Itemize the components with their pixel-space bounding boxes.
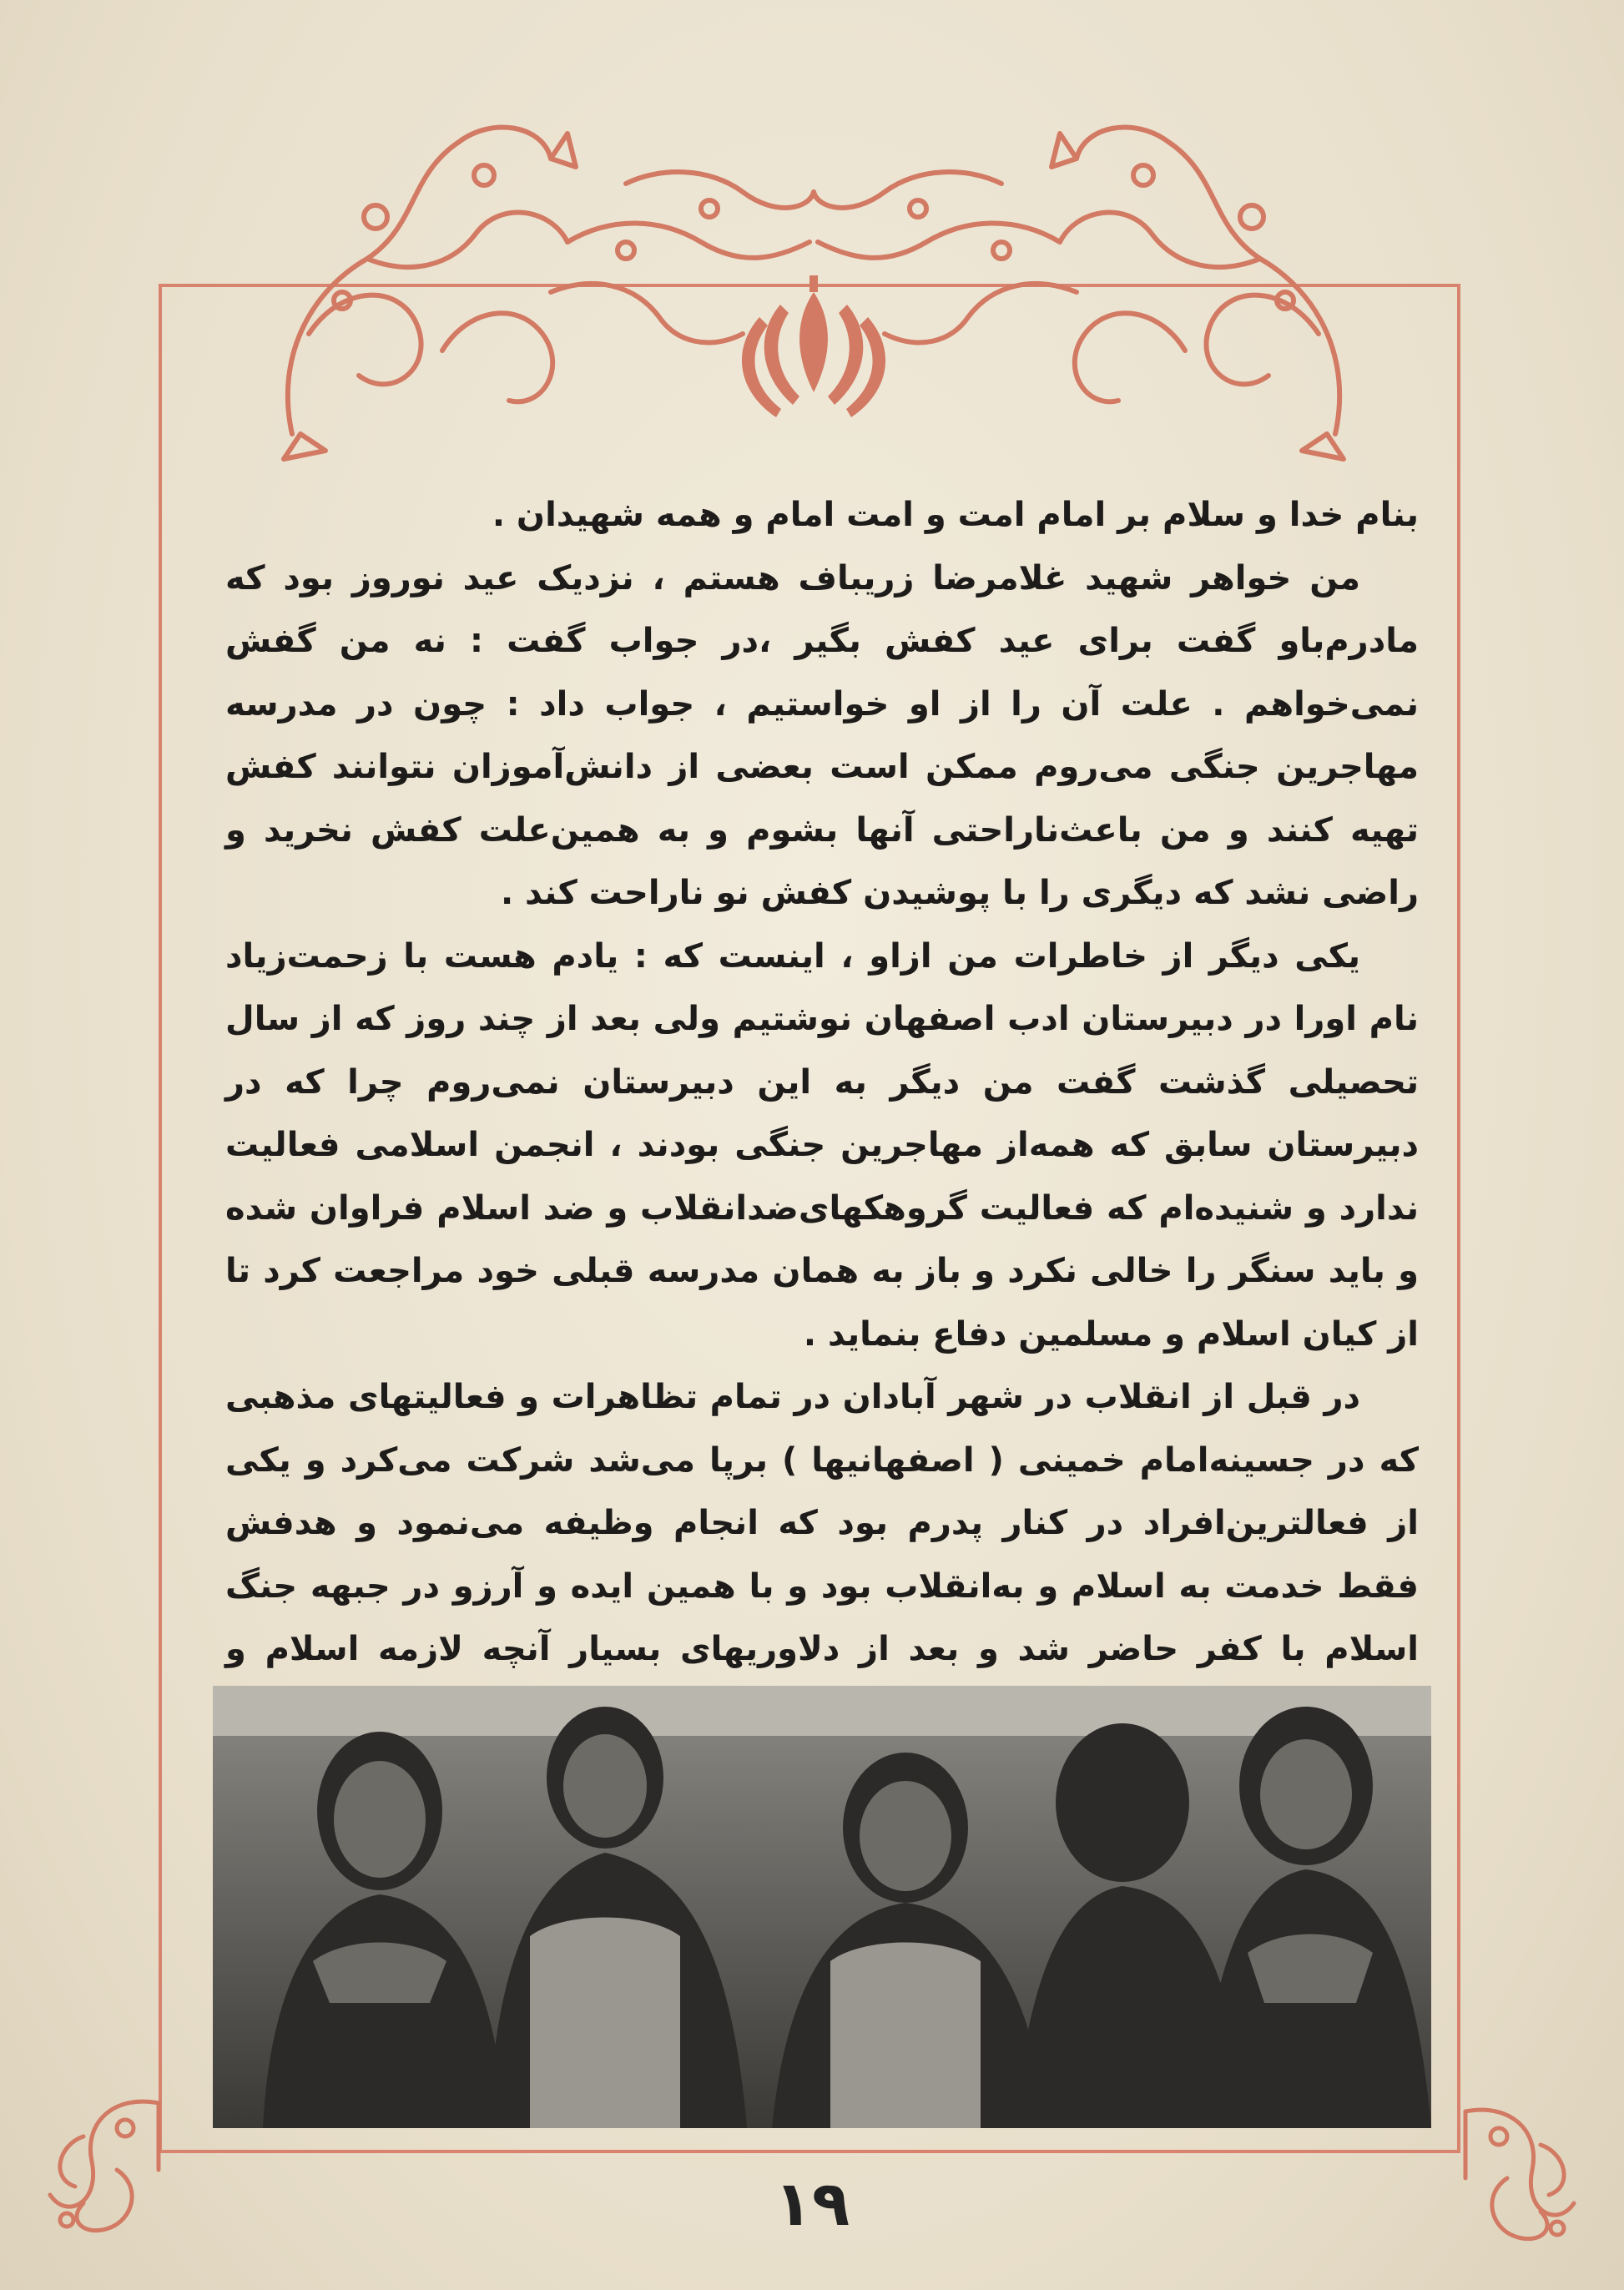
paragraph-revolution: در قبل از انقلاب در شهر آبادان در تمام تظاهرات و فعالیتهای مذهبی که در جسینه‌امام خمینی ( اصفهانیها ) برپا می‌شد شرکت می‌کرد و یکی از فعالترین‌افراد در کنار پدرم بود که انجام وظیفه می‌نمود و هدفش فقط خدمت به اسلام و به‌انقلاب بود و با همین ایده و آرزو در جبهه جنگ اسلام با کفر حاضر شد و بعد از دلاوریهای بسیار آنچه لازمه اسلام و bbox=[225, 1378, 1419, 1668]
top-arabesque-ornament bbox=[275, 83, 1352, 467]
iran-emblem-icon bbox=[742, 275, 885, 417]
paragraph-school-memory: یکی دیگر از خاطرات من ازاو ، اینست که : یادم هست با زحمت‌زیاد نام اورا در دبیرستان ادب اصفهان نوشتیم ولی بعد از چند روز که از سال تحصیلی گذشت گفت من دیگر به این دبیرستان نمی‌روم چرا که در دبیرستان سابق که همه‌از مهاجرین جنگی بودند ، انجمن اسلامی فعالیت ندارد و شنیده‌ام که فعالیت گروهکهای‌ضدانقلاب و ضد اسلام فراوان شده و باید سنگر را خالی نکرد و باز به همان مدرسه قبلی خود مراجعت کرد تا از کیان اسلام و مسلمین دفاع بنماید . bbox=[225, 936, 1419, 1354]
paragraph-shoes-memory: من خواهر شهید غلامرضا زریباف هستم ، نزدیک عید نوروز بود که مادرم‌باو گفت برای عید کفش بگیر ،در جواب گفت : نه من گفش نمی‌خواهم . علت آن را از او خواستیم ، جواب داد : چون در مدرسه مهاجرین جنگی می‌روم ممکن است بعضی از دانش‌آموزان نتوانند کفش تهیه کنند و من باعث‌ناراحتی آنها بشوم و به همین‌علت کفش نخرید و راضی نشد که دیگری را با پوشیدن کفش نو ناراحت کند . bbox=[225, 558, 1419, 912]
opening-line: بنام خدا و سلام بر امام امت و امت امام و همه شهیدان . bbox=[492, 496, 1419, 534]
group-photo bbox=[213, 1686, 1431, 2128]
page-number: ١٩ bbox=[774, 2168, 850, 2240]
